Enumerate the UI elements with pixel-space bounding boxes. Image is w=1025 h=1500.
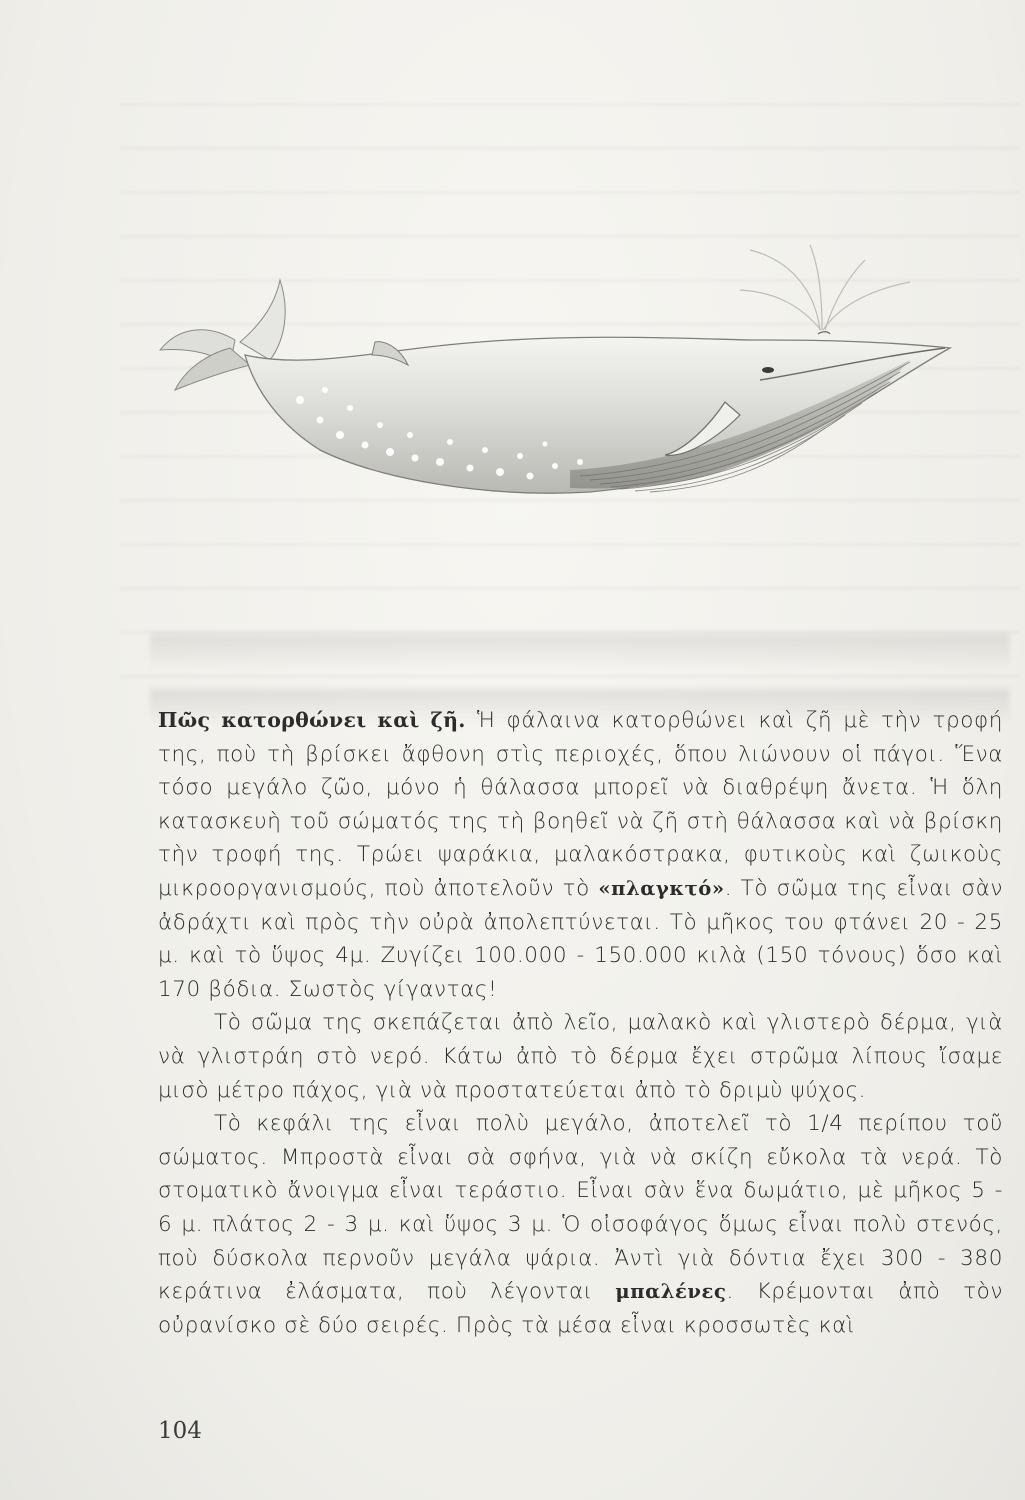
paragraph-2: Τὸ σῶμα της σκεπάζεται ἀπὸ λεῖο, μαλακὸ καὶ γλιστερὸ δέρμα, γιὰ νὰ γλιστράη στὸ νερό. Κάτω ἀπὸ τὸ δέρμα ἔχει στρῶμα λίπους ἴσαμε μισὸ μέτρο πάχος, γιὰ νὰ προστατεύεται ἀπὸ τὸ δριμὺ ψύχος. (158, 1010, 1003, 1103)
paragraph-text: . Κρέμονται ἀπὸ τὸν οὐρανίσκο σὲ δύο σειρές. Πρὸς τὰ μέσα εἶναι κροσσωτὲς καὶ (158, 1279, 1003, 1338)
highlighted-term: μπαλένες (615, 1280, 727, 1304)
paragraph-1 (158, 704, 1003, 1006)
whale-illustration (150, 230, 980, 560)
paragraph-text: Τὸ κεφάλι της εἶναι πολὺ μεγάλο, ἀποτελεῖ τὸ 1/4 περίπου τοῦ σώματος. Μπροστὰ εἶναι σὰ σφήνα, γιὰ νὰ σκίζη εὔκολα τὰ νερά. Τὸ στοματικὸ ἄνοιγμα εἶναι τεράστιο. Εἶναι σὰν ἕνα δωμάτιο, μὲ μῆκος 5 - 6 μ. πλάτος 2 - 3 μ. καὶ ὕψος 3 μ. Ὁ οἰσοφάγος ὅμως εἶναι πολὺ στενός, ποὺ δύσκολα περνοῦν μεγάλα ψάρια. Ἀντὶ γιὰ δόντια ἔχει 300 - 380 κεράτινα ἐλάσματα, ποὺ λέγονται (158, 1111, 1003, 1305)
section-lead-heading: Πῶς κατορθώνει καὶ ζῆ. (158, 708, 466, 732)
paragraph-3 (158, 1107, 1003, 1342)
page-number: 104 (158, 1418, 202, 1444)
paragraph-text: . Τὸ σῶμα της εἶναι σὰν ἀδράχτι καὶ πρὸς τὴν οὐρὰ ἀπολεπτύνεται. Τὸ μῆκος του φτάνει 20 - 25 μ. καὶ τὸ ὕψος 4μ. Ζυγίζει 100.000 - 150.000 κιλὰ (150 τόνους) ὅσο καὶ 170 βόδια. Σωστὸς γίγαντας! (158, 875, 1003, 1002)
paragraph-text: Ἡ φάλαινα κατορθώνει καὶ ζῆ μὲ τὴν τροφή της, ποὺ τὴ βρίσκει ἄφθονη στὶς περιοχές, ὅπου λιώνουν οἱ πάγοι. Ἕνα τόσο μεγάλο ζῶο, μόνο ἡ θάλασσα μπορεῖ νὰ διαθρέψη ἄνετα. Ἡ ὅλη κατασκευὴ τοῦ σώματός της τὴ βοηθεῖ νὰ ζῆ στὴ θάλασσα καὶ νὰ βρίσκη τὴν τροφή της. Τρώει ψαράκια, μαλακόστρακα, φυτικοὺς καὶ ζωικοὺς μικροοργανισμούς, ποὺ ἀποτελοῦν τὸ (158, 708, 1004, 901)
body-text (158, 704, 1003, 1342)
highlighted-term: «πλαγκτό» (598, 876, 725, 900)
